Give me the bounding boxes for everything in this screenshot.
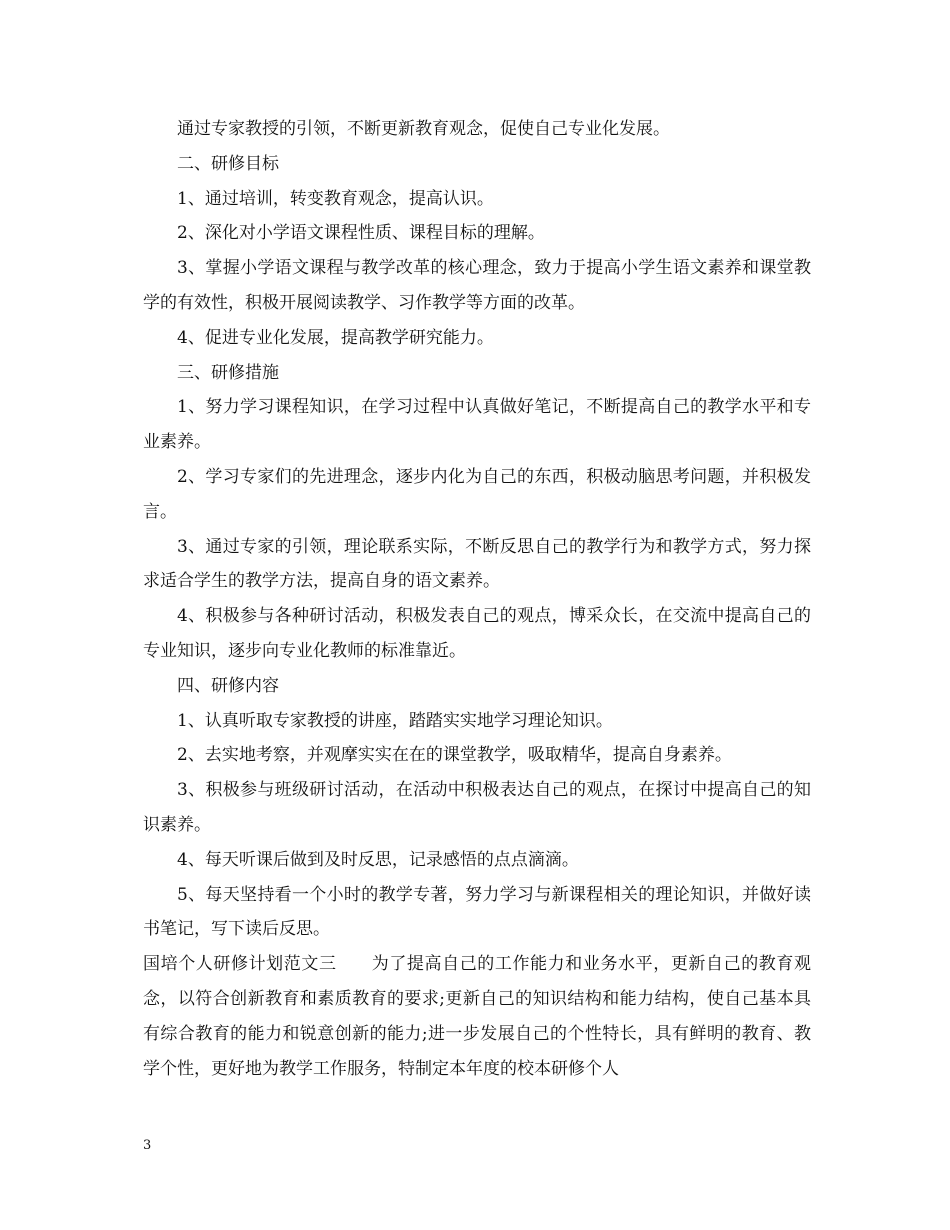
measure-item-4: 4、积极参与各种研讨活动，积极发表自己的观点，博采众长，在交流中提高自己的专业知识，逐步向专业化教师的标准靠近。 <box>143 606 811 661</box>
document-body <box>143 112 811 1086</box>
heading-research-measures: 三、研修措施 <box>177 362 279 383</box>
measure-item-2: 2、学习专家们的先进理念，逐步内化为自己的东西，积极动脑思考问题，并积极发言。 <box>143 466 811 522</box>
paragraph-sample-three: 国培个人研修计划范文三 为了提高自己的工作能力和业务水平，更新自己的教育观念，以符合创新教育和素质教育的要求;更新自己的知识结构和能力结构，使自己基本具有综合教育的能力和锐意创新的能力;进一步发展自己的个性特长，具有鲜明的教育、教学个性，更好地为教学工作服务，特制定本年度的校本研修个人 <box>143 954 811 1079</box>
measure-item-3: 3、通过专家的引领，理论联系实际，不断反思自己的教学行为和教学方式，努力探求适合学生的教学方法，提高自身的语文素养。 <box>143 536 811 592</box>
content-item-2: 2、去实地考察，并观摩实实在在的课堂教学，吸取精华，提高自身素养。 <box>177 745 732 766</box>
heading-research-content: 四、研修内容 <box>177 675 279 696</box>
goal-item-1: 1、通过培训，转变教育观念，提高认识。 <box>177 188 494 209</box>
paragraph-intro: 通过专家教授的引领，不断更新教育观念，促使自己专业化发展。 <box>177 119 670 139</box>
content-item-4: 4、每天听课后做到及时反思，记录感悟的点点滴滴。 <box>177 849 579 870</box>
page-number: 3 <box>143 1138 152 1153</box>
goal-item-4: 4、促进专业化发展，提高教学研究能力。 <box>177 327 494 348</box>
content-item-3: 3、积极参与班级研讨活动，在活动中积极表达自己的观点，在探讨中提高自己的知识素养。 <box>143 780 811 835</box>
content-item-5: 5、每天坚持看一个小时的教学专著，努力学习与新课程相关的理论知识，并做好读书笔记，写下读后反思。 <box>143 884 811 940</box>
goal-item-2: 2、深化对小学语文课程性质、课程目标的理解。 <box>177 223 545 244</box>
content-item-1: 1、认真听取专家教授的讲座，踏踏实实地学习理论知识。 <box>177 710 613 731</box>
measure-item-1: 1、努力学习课程知识，在学习过程中认真做好笔记，不断提高自己的教学水平和专业素养。 <box>143 397 811 453</box>
goal-item-3: 3、掌握小学语文课程与教学改革的核心理念，致力于提高小学生语文素养和课堂教学的有效性，积极开展阅读教学、习作教学等方面的改革。 <box>143 258 811 313</box>
heading-research-goals: 二、研修目标 <box>177 153 279 174</box>
